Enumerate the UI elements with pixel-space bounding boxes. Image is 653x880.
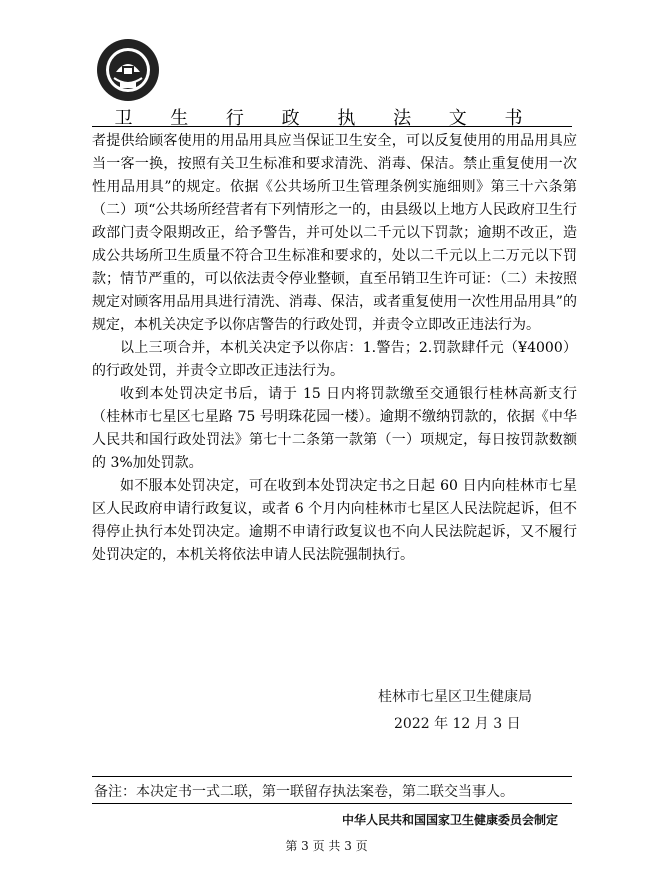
document-title: 卫 生 行 政 执 法 文 书 — [114, 108, 539, 129]
body-paragraph-payment: 收到本处罚决定书后，请于 15 日内将罚款缴至交通银行桂林高新支行（桂林市七星区七星路 75 号明珠花园一楼）。逾期不缴纳罚款的，依据《中华人民共和国行政处罚法》第七十二条第一款第（一）项规定，每日按罚款数额的 3%加处罚款。 — [92, 386, 577, 471]
body-paragraph-penalty: 以上三项合并，本机关决定予以你店：1.警告；2.罚款肆仟元（¥4000）的行政处罚，并责令立即改正违法行为。 — [92, 340, 577, 379]
remark-note: 备注：本决定书一式二联，第一联留存执法案卷，第二联交当事人。 — [94, 784, 514, 800]
health-inspection-emblem-icon — [96, 38, 160, 102]
issuing-authority: 桂林市七星区卫生健康局 — [378, 689, 532, 705]
title-divider — [92, 126, 572, 127]
page-number: 第 3 页 共 3 页 — [285, 839, 368, 853]
note-divider-bottom — [92, 803, 572, 804]
issue-date: 2022 年 12 月 3 日 — [394, 716, 521, 732]
form-issuer: 中华人民共和国国家卫生健康委员会制定 — [341, 813, 558, 827]
body-paragraph-continued: 者提供给顾客使用的用品用具应当保证卫生安全，可以反复使用的用品用具应当一客一换，按照有关卫生标准和要求清洗、消毒、保洁。禁止重复使用一次性用品用具”的规定。依据《公共场所卫生管理条例实施细则》第三十六条第（二）项“公共场所经营者有下列情形之一的，由县级以上地方人民政府卫生行政部门责令限期改正，给予警告，并可处以二千元以下罚款；逾期不改正，造成公共场所卫生质量不符合卫生标准和要求的，处以二千元以上二万元以下罚款；情节严重的，可以依法责令停业整顿，直至吊销卫生许可证：（二）未按照规定对顾客用品用具进行清洗、消毒、保洁，或者重复使用一次性用品用具”的规定，本机关决定予以你店警告的行政处罚，并责令立即改正违法行为。 — [92, 133, 577, 333]
decision-body — [92, 130, 577, 567]
body-paragraph-appeal: 如不服本处罚决定，可在收到本处罚决定书之日起 60 日内向桂林市七星区人民政府申请行政复议，或者 6 个月内向桂林市七星区人民法院起诉，但不得停止执行本处罚决定。逾期不申请行政复议也不向人民法院起诉，又不履行处罚决定的，本机关将依法申请人民法院强制执行。 — [92, 478, 577, 563]
note-divider-top — [92, 776, 572, 777]
